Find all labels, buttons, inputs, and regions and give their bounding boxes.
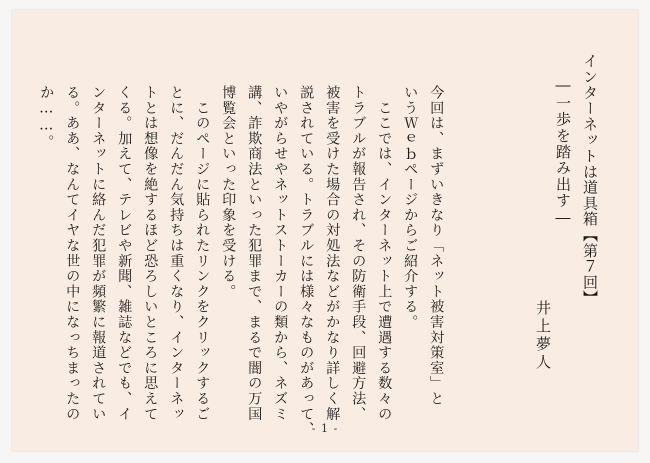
body-line-8: 講、詐欺商法といった犯罪まで、まるで闇の万国 — [246, 85, 263, 422]
body-line-9: 博覧会といった印象を受ける。 — [220, 85, 237, 300]
article-subtitle: ―一歩を踏み出す― — [554, 76, 572, 228]
article-title: インターネットは道具箱【第７回】 — [581, 53, 599, 306]
body-line-1: 今回は、まずいきなり「ネット被害対策室」と — [428, 85, 445, 407]
body-line-6: 説されている。トラブルには様々なものがあって、 — [298, 85, 315, 437]
body-line-4: トラブルが報告され、その防衛手段、回避方法、 — [350, 85, 367, 422]
page-number: - 1 - — [311, 422, 339, 435]
body-line-5: 被害を受けた場合の対処法などがかなり詳しく解 — [324, 85, 341, 422]
body-line-14: ンターネットに絡んだ犯罪が頻繁に報道されてい — [90, 85, 107, 422]
body-line-2: いうＷｅｂページからご紹介する。 — [402, 85, 419, 330]
body-line-3: ここでは、インターネット上で遭遇する数々の — [376, 85, 393, 422]
body-line-10: このページに貼られたリンクをクリックするご — [194, 85, 211, 422]
body-line-13: くる。加えて、テレビや新聞、雑誌などでも、イ — [116, 85, 133, 422]
document-page — [12, 10, 638, 451]
body-line-16: か……。 — [38, 85, 55, 150]
body-line-15: る。ああ、なんてイヤな世の中になっちまったの — [64, 85, 81, 422]
author-name: 井上夢人 — [534, 300, 552, 372]
body-line-7: いやがらせやネットストーカーの類から、ネズミ — [272, 85, 289, 422]
body-line-11: とに、だんだん気持ちは重くなり、インターネッ — [168, 85, 185, 422]
body-line-12: トとは想像を絶するほど恐ろしいところに思えて — [142, 85, 159, 422]
